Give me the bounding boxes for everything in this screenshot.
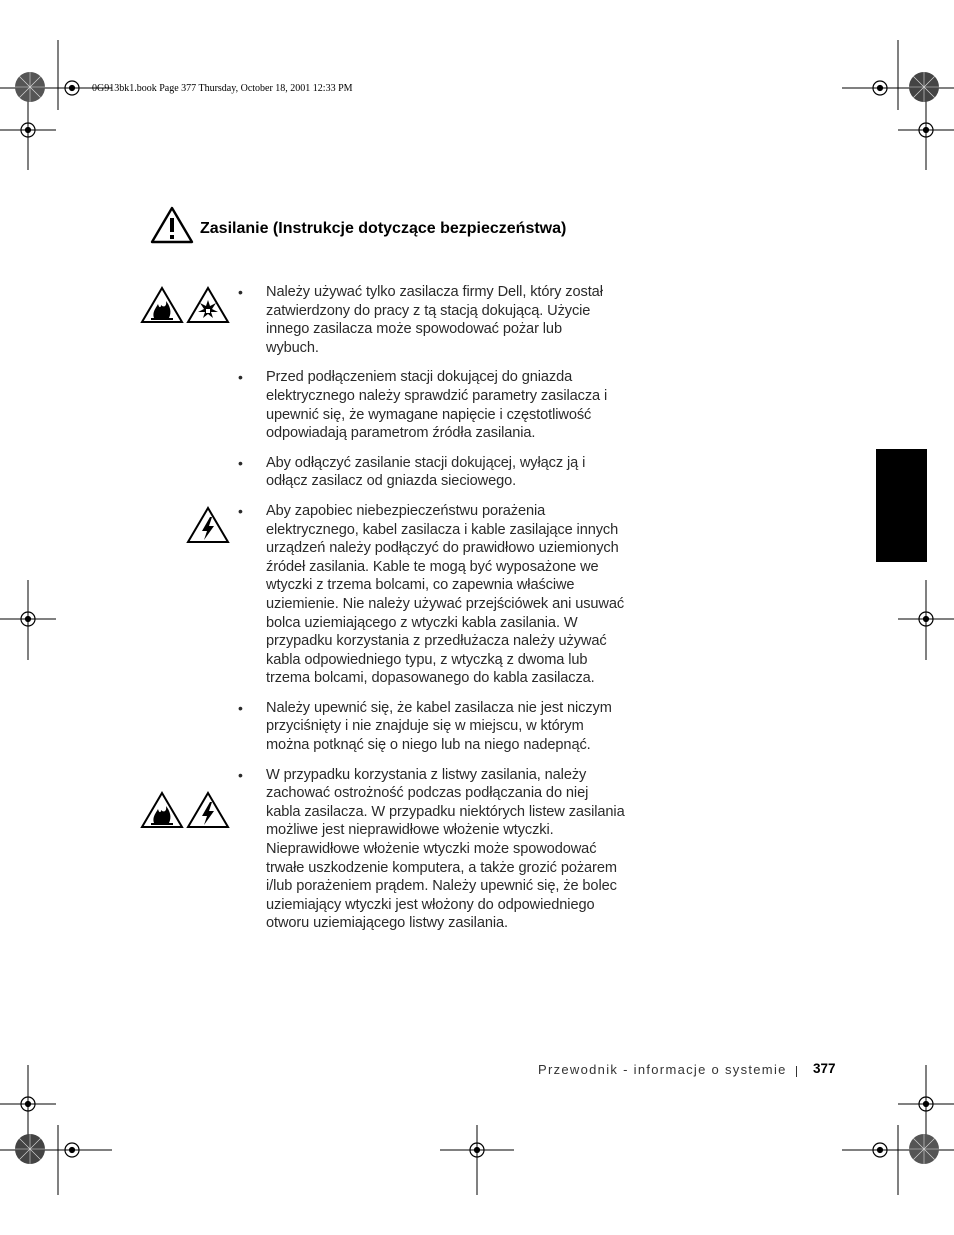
printer-header: 0G913bk1.book Page 377 Thursday, October 18, 2001 12:33 PM xyxy=(92,83,353,94)
electric-shock-icon xyxy=(186,506,230,544)
list-item-text: Należy używać tylko zasilacza firmy Dell, który został zatwierdzony do pracy z tą stacją dokującą. Użycie innego zasilacza może spowodować pożar lub wybuch. xyxy=(266,284,603,356)
bullet-symbol: • xyxy=(238,454,243,471)
list-item xyxy=(238,454,638,491)
bullet-symbol: • xyxy=(238,502,243,519)
list-item xyxy=(238,368,638,442)
chapter-thumb-tab xyxy=(876,449,927,562)
fire-hazard-icon xyxy=(140,286,184,324)
list-item xyxy=(238,283,638,357)
list-item-text: Aby odłączyć zasilanie stacji dokującej, wyłącz ją i odłącz zasilacz od gniazda sieciowego. xyxy=(266,454,586,490)
list-item-text: Aby zapobiec niebezpieczeństwu porażenia elektrycznego, kabel zasilacza i kable zasilające innych urządzeń należy podłączyć do prawidłowo uziemionych źródeł zasilania. Kable te mogą być wyposażone we wtyczki z trzema bolcami, co zapewnia właściwe uziemienie. Nie należy używać przejściówek ani usuwać bolca uziemiającego z wtyczki kabla zasilania. W przypadku korzystania z przedłużacza należy używać kabla odpowiedniego typu, z wtyczką z dwoma lub trzema bolcami, dopasowanego do kabla zasilacza. xyxy=(266,502,625,687)
footer-separator xyxy=(796,1066,797,1077)
list-item-text: Należy upewnić się, że kabel zasilacza nie jest niczym przyciśnięty i nie znajduje się w miejscu, w którym można potknąć się o niego lub na niego nadepnąć. xyxy=(266,699,612,754)
list-item xyxy=(238,699,638,755)
list-item-text: Przed podłączeniem stacji dokującej do gniazda elektrycznego należy sprawdzić parametry zasilacza i upewnić się, że wymagane napięcie i częstotliwość odpowiadają parametrom źródła zasilania. xyxy=(266,369,608,442)
fire-hazard-icon xyxy=(140,791,184,829)
list-item-text: W przypadku korzystania z listwy zasilania, należy zachować ostrożność podczas podłączania do niej kabla zasilacza. W przypadku niektórych listew zasilania możliwe jest nieprawidłowe włożenie wtyczki. Nieprawidłowe włożenie wtyczki może spowodować trwałe uszkodzenie komputera, a także grozić pożarem i/lub porażeniem prądem. Należy upewnić się, że bolec uziemiający wtyczki jest włożony do odpowiedniego otworu uziemiającego listwy zasilania. xyxy=(266,766,625,932)
safety-bullet-list xyxy=(238,283,638,944)
electric-shock-icon xyxy=(186,791,230,829)
list-item xyxy=(238,766,638,933)
bullet-symbol: • xyxy=(238,369,243,386)
bullet-symbol: • xyxy=(238,699,243,716)
footer-guide-name: Przewodnik - informacje o systemie xyxy=(538,1062,787,1077)
caution-icon xyxy=(150,206,194,244)
page-number: 377 xyxy=(813,1061,836,1076)
section-title: Zasilanie (Instrukcje dotyczące bezpieczeństwa) xyxy=(200,220,567,237)
bullet-symbol: • xyxy=(238,766,243,783)
list-item xyxy=(238,502,638,688)
bullet-symbol: • xyxy=(238,284,243,300)
explosion-hazard-icon xyxy=(186,286,230,324)
